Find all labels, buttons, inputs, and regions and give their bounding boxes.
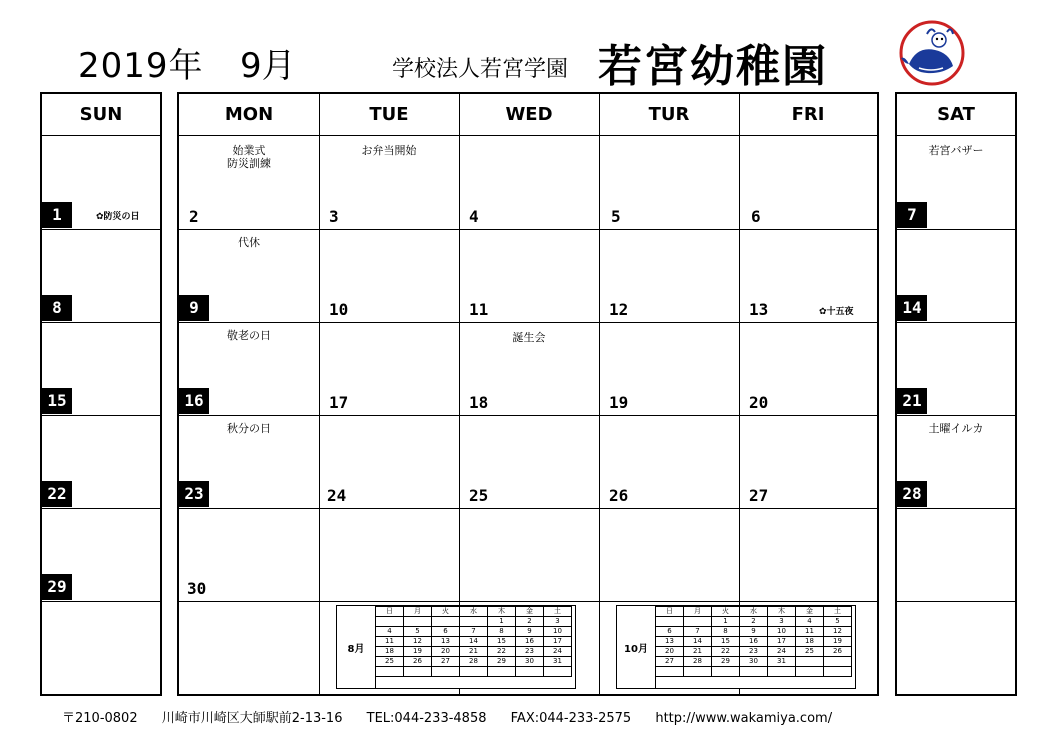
saturday-column	[895, 92, 1017, 696]
day-16: 16	[179, 388, 209, 414]
school-corporation: 学校法人若宮学園	[392, 57, 569, 82]
footer-tel: TEL:044-233-4858	[366, 711, 487, 726]
header-sun: SUN	[42, 94, 160, 136]
event-respect-aged-day: 敬老の日	[227, 329, 271, 342]
mini-august-table: 日 月 火 水 木 金 土 1 2 3 4 5 6 7 8 9 10 11 12 13 14 15 16 17 18 19 20 21 22 23 24 25 26 27 28 29 30 31	[375, 606, 572, 677]
mini-calendar-october	[616, 605, 856, 689]
calendar-month: 9月	[240, 46, 296, 86]
day-20: 20	[749, 393, 769, 412]
header-fri: FRI	[739, 94, 877, 136]
header-wed: WED	[459, 94, 599, 136]
event-bazaar: 若宮バザー	[928, 144, 984, 157]
day-10: 10	[329, 300, 349, 319]
day-19: 19	[609, 393, 629, 412]
day-22: 22	[42, 481, 72, 507]
footer-contact	[62, 707, 852, 726]
whale-logo-icon	[897, 20, 967, 86]
day-15: 15	[42, 388, 72, 414]
event-autumn-equinox: 秋分の日	[227, 422, 271, 435]
footer-address: 川崎市川崎区大師駅前2-13-16	[161, 711, 343, 726]
weekday-grid	[177, 92, 879, 696]
day-13: 13	[749, 300, 769, 319]
event-saturday-dolphin: 土曜イルカ	[928, 422, 984, 435]
day-11: 11	[469, 300, 489, 319]
day-3: 3	[329, 207, 339, 226]
day-30: 30	[187, 579, 207, 598]
day-12: 12	[609, 300, 629, 319]
day-8: 8	[42, 295, 72, 321]
day-6: 6	[751, 207, 761, 226]
mini-october-table: 日 月 火 水 木 金 土 1 2 3 4 5 6 7 8 9 10 11 12 13 14 15 16 17 18 19 20 21 22 23 24 25 26 27 28 29 30 31	[655, 606, 852, 677]
day-5: 5	[611, 207, 621, 226]
footer-postal: 〒210-0802	[62, 711, 138, 726]
note-disaster-day: ✿防災の日	[96, 212, 140, 222]
day-18: 18	[469, 393, 489, 412]
day-4: 4	[469, 207, 479, 226]
header-tur: TUR	[599, 94, 739, 136]
event-birthday-party: 誕生会	[512, 331, 546, 344]
day-17: 17	[329, 393, 349, 412]
mini-calendar-august	[336, 605, 576, 689]
mini-october-label: 10月	[617, 606, 656, 688]
day-7: 7	[897, 202, 927, 228]
day-28: 28	[897, 481, 927, 507]
event-opening-ceremony: 始業式	[232, 144, 266, 157]
day-14: 14	[897, 295, 927, 321]
day-27: 27	[749, 486, 769, 505]
day-21: 21	[897, 388, 927, 414]
day-29: 29	[42, 574, 72, 600]
event-disaster-drill: 防災訓練	[227, 157, 271, 170]
day-1: 1	[42, 202, 72, 228]
event-lunchbox-start: お弁当開始	[361, 144, 417, 157]
header-tue: TUE	[319, 94, 459, 136]
footer-url[interactable]: http://www.wakamiya.com/	[655, 711, 833, 726]
day-24: 24	[327, 486, 347, 505]
header-mon: MON	[179, 94, 319, 136]
day-23: 23	[179, 481, 209, 507]
school-name: 若宮幼稚園	[598, 41, 828, 92]
note-moon-viewing: ✿十五夜	[819, 307, 854, 317]
sunday-column	[40, 92, 162, 696]
calendar-year: 2019年	[78, 46, 204, 86]
day-9: 9	[179, 295, 209, 321]
day-25: 25	[469, 486, 489, 505]
footer-fax: FAX:044-233-2575	[510, 711, 632, 726]
day-2: 2	[189, 207, 199, 226]
header-sat: SAT	[897, 94, 1015, 136]
event-substitute-holiday: 代休	[238, 236, 260, 249]
day-26: 26	[609, 486, 629, 505]
mini-august-label: 8月	[337, 606, 376, 688]
